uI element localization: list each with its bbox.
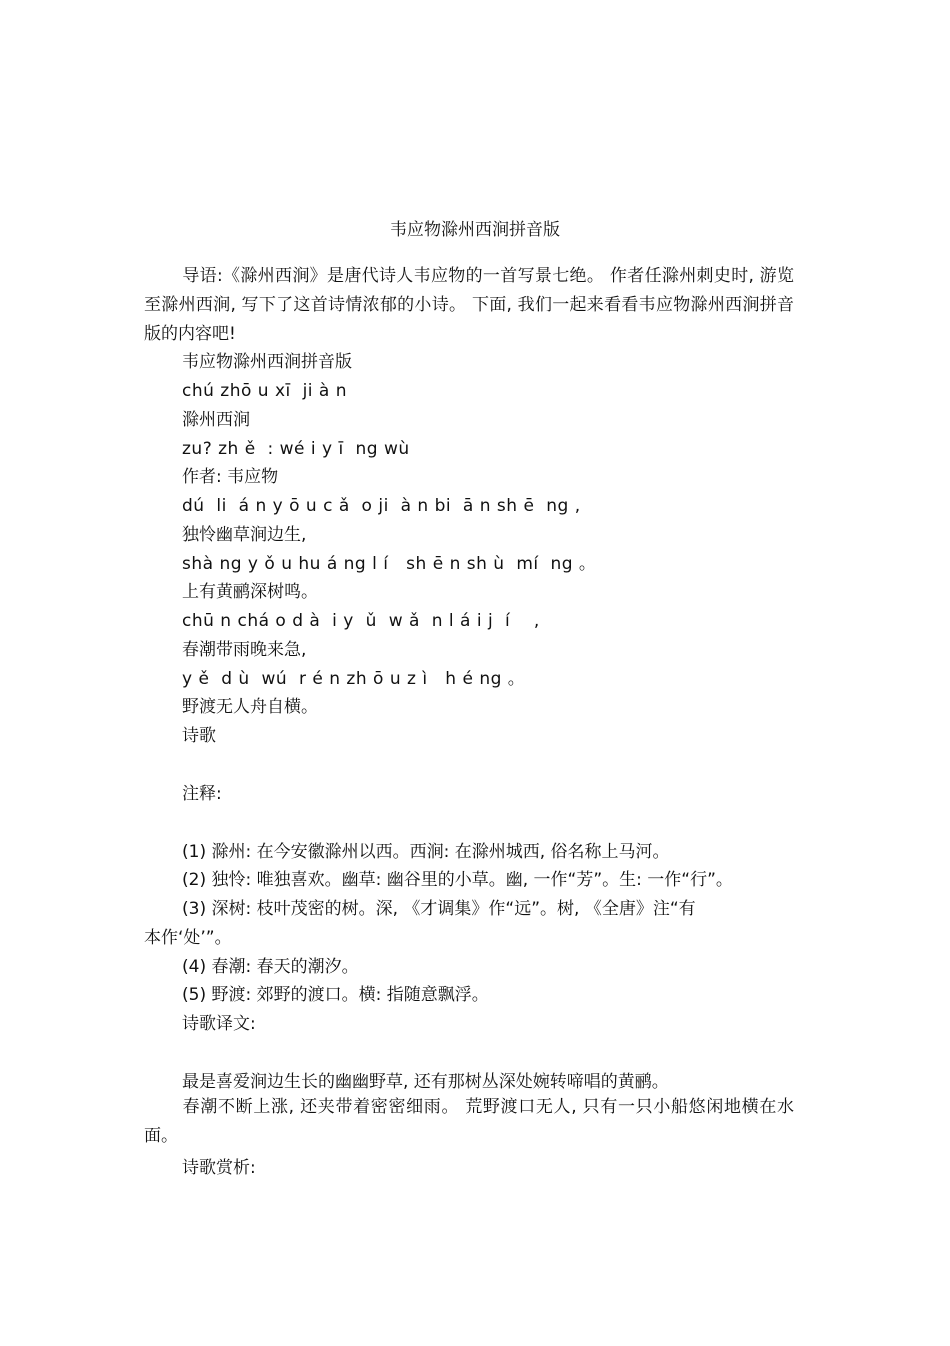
poem-label: 诗歌 — [182, 726, 216, 746]
note-item-continuation: 本作‘处’”。 — [144, 928, 232, 948]
poem-author: 作者: 韦应物 — [182, 467, 279, 487]
pinyin-title: chú zhō u xī ji à n — [182, 381, 348, 401]
verse-1: 独怜幽草涧边生, — [182, 525, 307, 545]
intro-paragraph — [144, 262, 794, 349]
pinyin-verse-3: chū n chá o d à i y ǔ w ǎ n l á i j í , — [182, 611, 540, 631]
notes-heading: 注释: — [182, 784, 222, 804]
pinyin-verse-1: dú li á n y ō u c ǎ o ji à n bi ā n sh ē ng , — [182, 496, 581, 516]
subtitle-line: 韦应物滁州西涧拼音版 — [182, 352, 352, 372]
verse-4: 野渡无人舟自横。 — [182, 697, 318, 717]
document-title: 韦应物滁州西涧拼音版 — [390, 220, 560, 240]
translation-paragraph-2 — [144, 1093, 794, 1151]
pinyin-verse-2: shà ng y ǒ u hu á ng l í sh ē n sh ù mí ng 。 — [182, 554, 597, 574]
translation-line-2: 春潮不断上涨, 还夹带着密密细雨。 荒野渡口无人, 只有一只小船悠闲地横在水面。 — [144, 1097, 794, 1146]
note-item: (1) 滁州: 在今安徽滁州以西。西涧: 在滁州城西, 俗名称上马河。 — [182, 842, 670, 862]
pinyin-verse-4: y ě d ù wú r é n zh ō u z ì h é ng 。 — [182, 669, 526, 689]
translation-line-1: 最是喜爱涧边生长的幽幽野草, 还有那树丛深处婉转啼唱的黄鹂。 — [182, 1072, 669, 1092]
verse-3: 春潮带雨晚来急, — [182, 640, 307, 660]
translation-heading: 诗歌译文: — [182, 1014, 256, 1034]
note-item: (4) 春潮: 春天的潮汐。 — [182, 957, 359, 977]
note-item: (3) 深树: 枝叶茂密的树。深, 《才调集》作“远”。树, 《全唐》注“有 — [182, 899, 696, 919]
note-item: (5) 野渡: 郊野的渡口。横: 指随意飘浮。 — [182, 985, 489, 1005]
pinyin-author: zu? zh ě : wé i y ī ng wù — [182, 439, 410, 459]
intro-text: 导语:《滁州西涧》是唐代诗人韦应物的一首写景七绝。 作者任滁州刺史时, 游览至滁州西涧, 写下了这首诗情浓郁的小诗。 下面, 我们一起来看看韦应物滁州西涧拼音版的内容吧! — [144, 266, 794, 344]
verse-2: 上有黄鹂深树鸣。 — [182, 582, 318, 602]
appreciation-heading: 诗歌赏析: — [182, 1158, 256, 1178]
poem-title: 滁州西涧 — [182, 410, 250, 430]
note-item: (2) 独怜: 唯独喜欢。幽草: 幽谷里的小草。幽, 一作“芳”。生: 一作“行”。 — [182, 870, 733, 890]
